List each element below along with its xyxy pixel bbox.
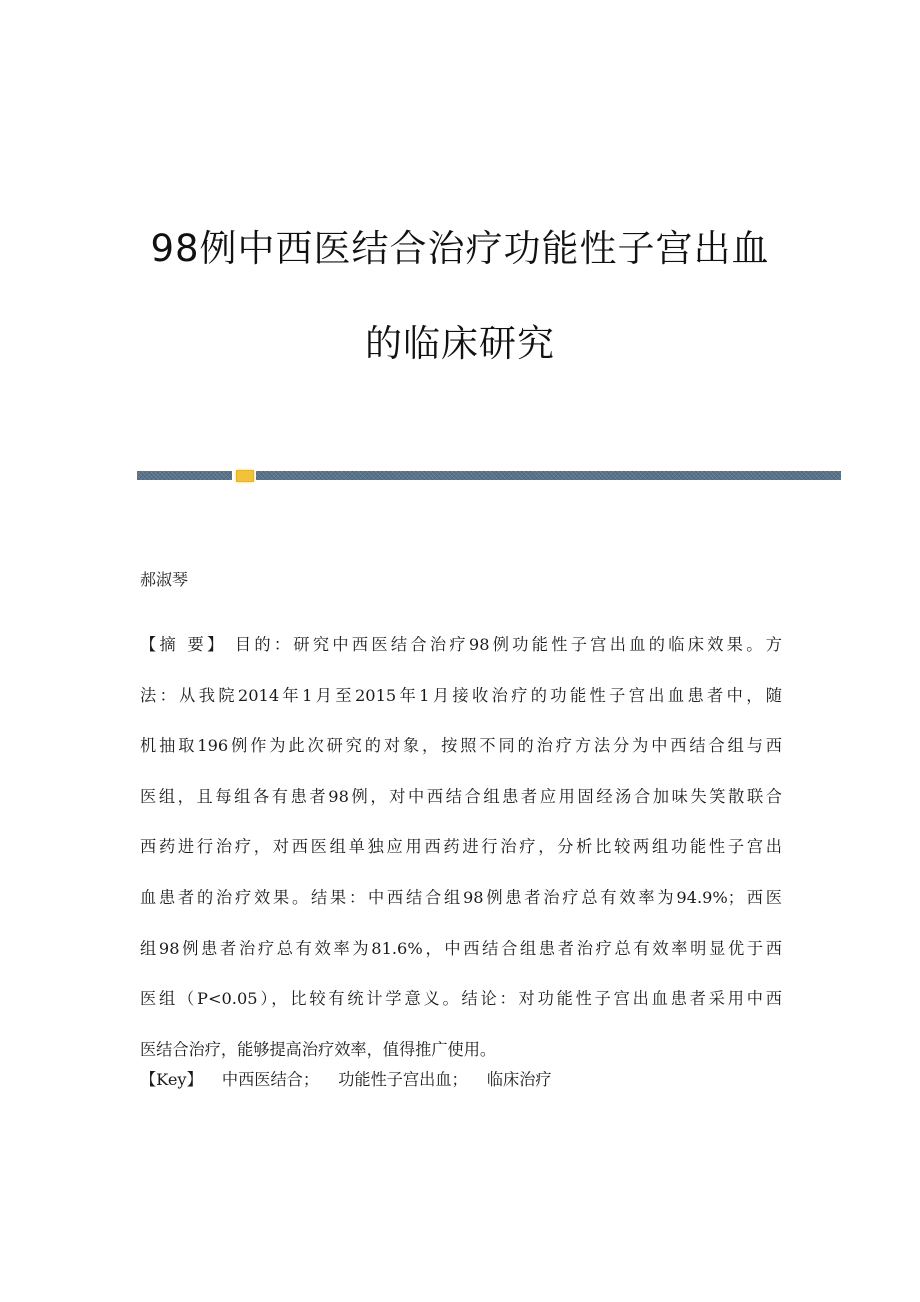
abstract-line: 组98例患者治疗总有效率为81.6%，中西结合组患者治疗总有效率明显优于西	[140, 938, 782, 958]
divider-bar-left	[137, 471, 232, 480]
paper-title-line-2: 的临床研究	[365, 322, 555, 365]
abstract-label: 【摘 要】	[140, 635, 227, 654]
abstract-line: 医组（P<0.05），比较有统计学意义。结论：对功能性子宫出血患者采用中西	[140, 989, 782, 1009]
abstract	[140, 620, 782, 1075]
keyword: 中西医结合；	[221, 1070, 320, 1089]
abstract-line: 法：从我院2014年1月至2015年1月接收治疗的功能性子宫出血患者中，随	[140, 685, 782, 705]
abstract-line: 血患者的治疗效果。结果：中西结合组98例患者治疗总有效率为94.9%；西医	[140, 887, 782, 907]
keyword: 功能性子宫出血；	[338, 1070, 468, 1089]
title-divider	[137, 471, 841, 480]
keywords-label: 【Key】	[140, 1070, 203, 1089]
author-name: 郝淑琴	[140, 570, 189, 589]
abstract-line	[140, 620, 782, 671]
abstract-line-text: 目的：研究中西医结合治疗98例功能性子宫出血的临床效果。方	[226, 635, 782, 654]
paper-title-line-1: 98例中西医结合治疗功能性子宫出血	[150, 227, 770, 270]
keywords	[140, 1066, 552, 1090]
abstract-line: 医结合治疗，能够提高治疗效率，值得推广使用。	[140, 1039, 497, 1059]
abstract-line: 机抽取196例作为此次研究的对象，按照不同的治疗方法分为中西结合组与西	[140, 736, 782, 756]
abstract-line: 医组，且每组各有患者98例，对中西结合组患者应用固经汤合加味失笑散联合	[140, 786, 782, 806]
envelope-ornament-icon	[236, 470, 254, 482]
keyword: 临床治疗	[486, 1070, 552, 1089]
abstract-line: 西药进行治疗，对西医组单独应用西药进行治疗，分析比较两组功能性子宫出	[140, 837, 782, 857]
divider-bar-right	[256, 471, 841, 480]
